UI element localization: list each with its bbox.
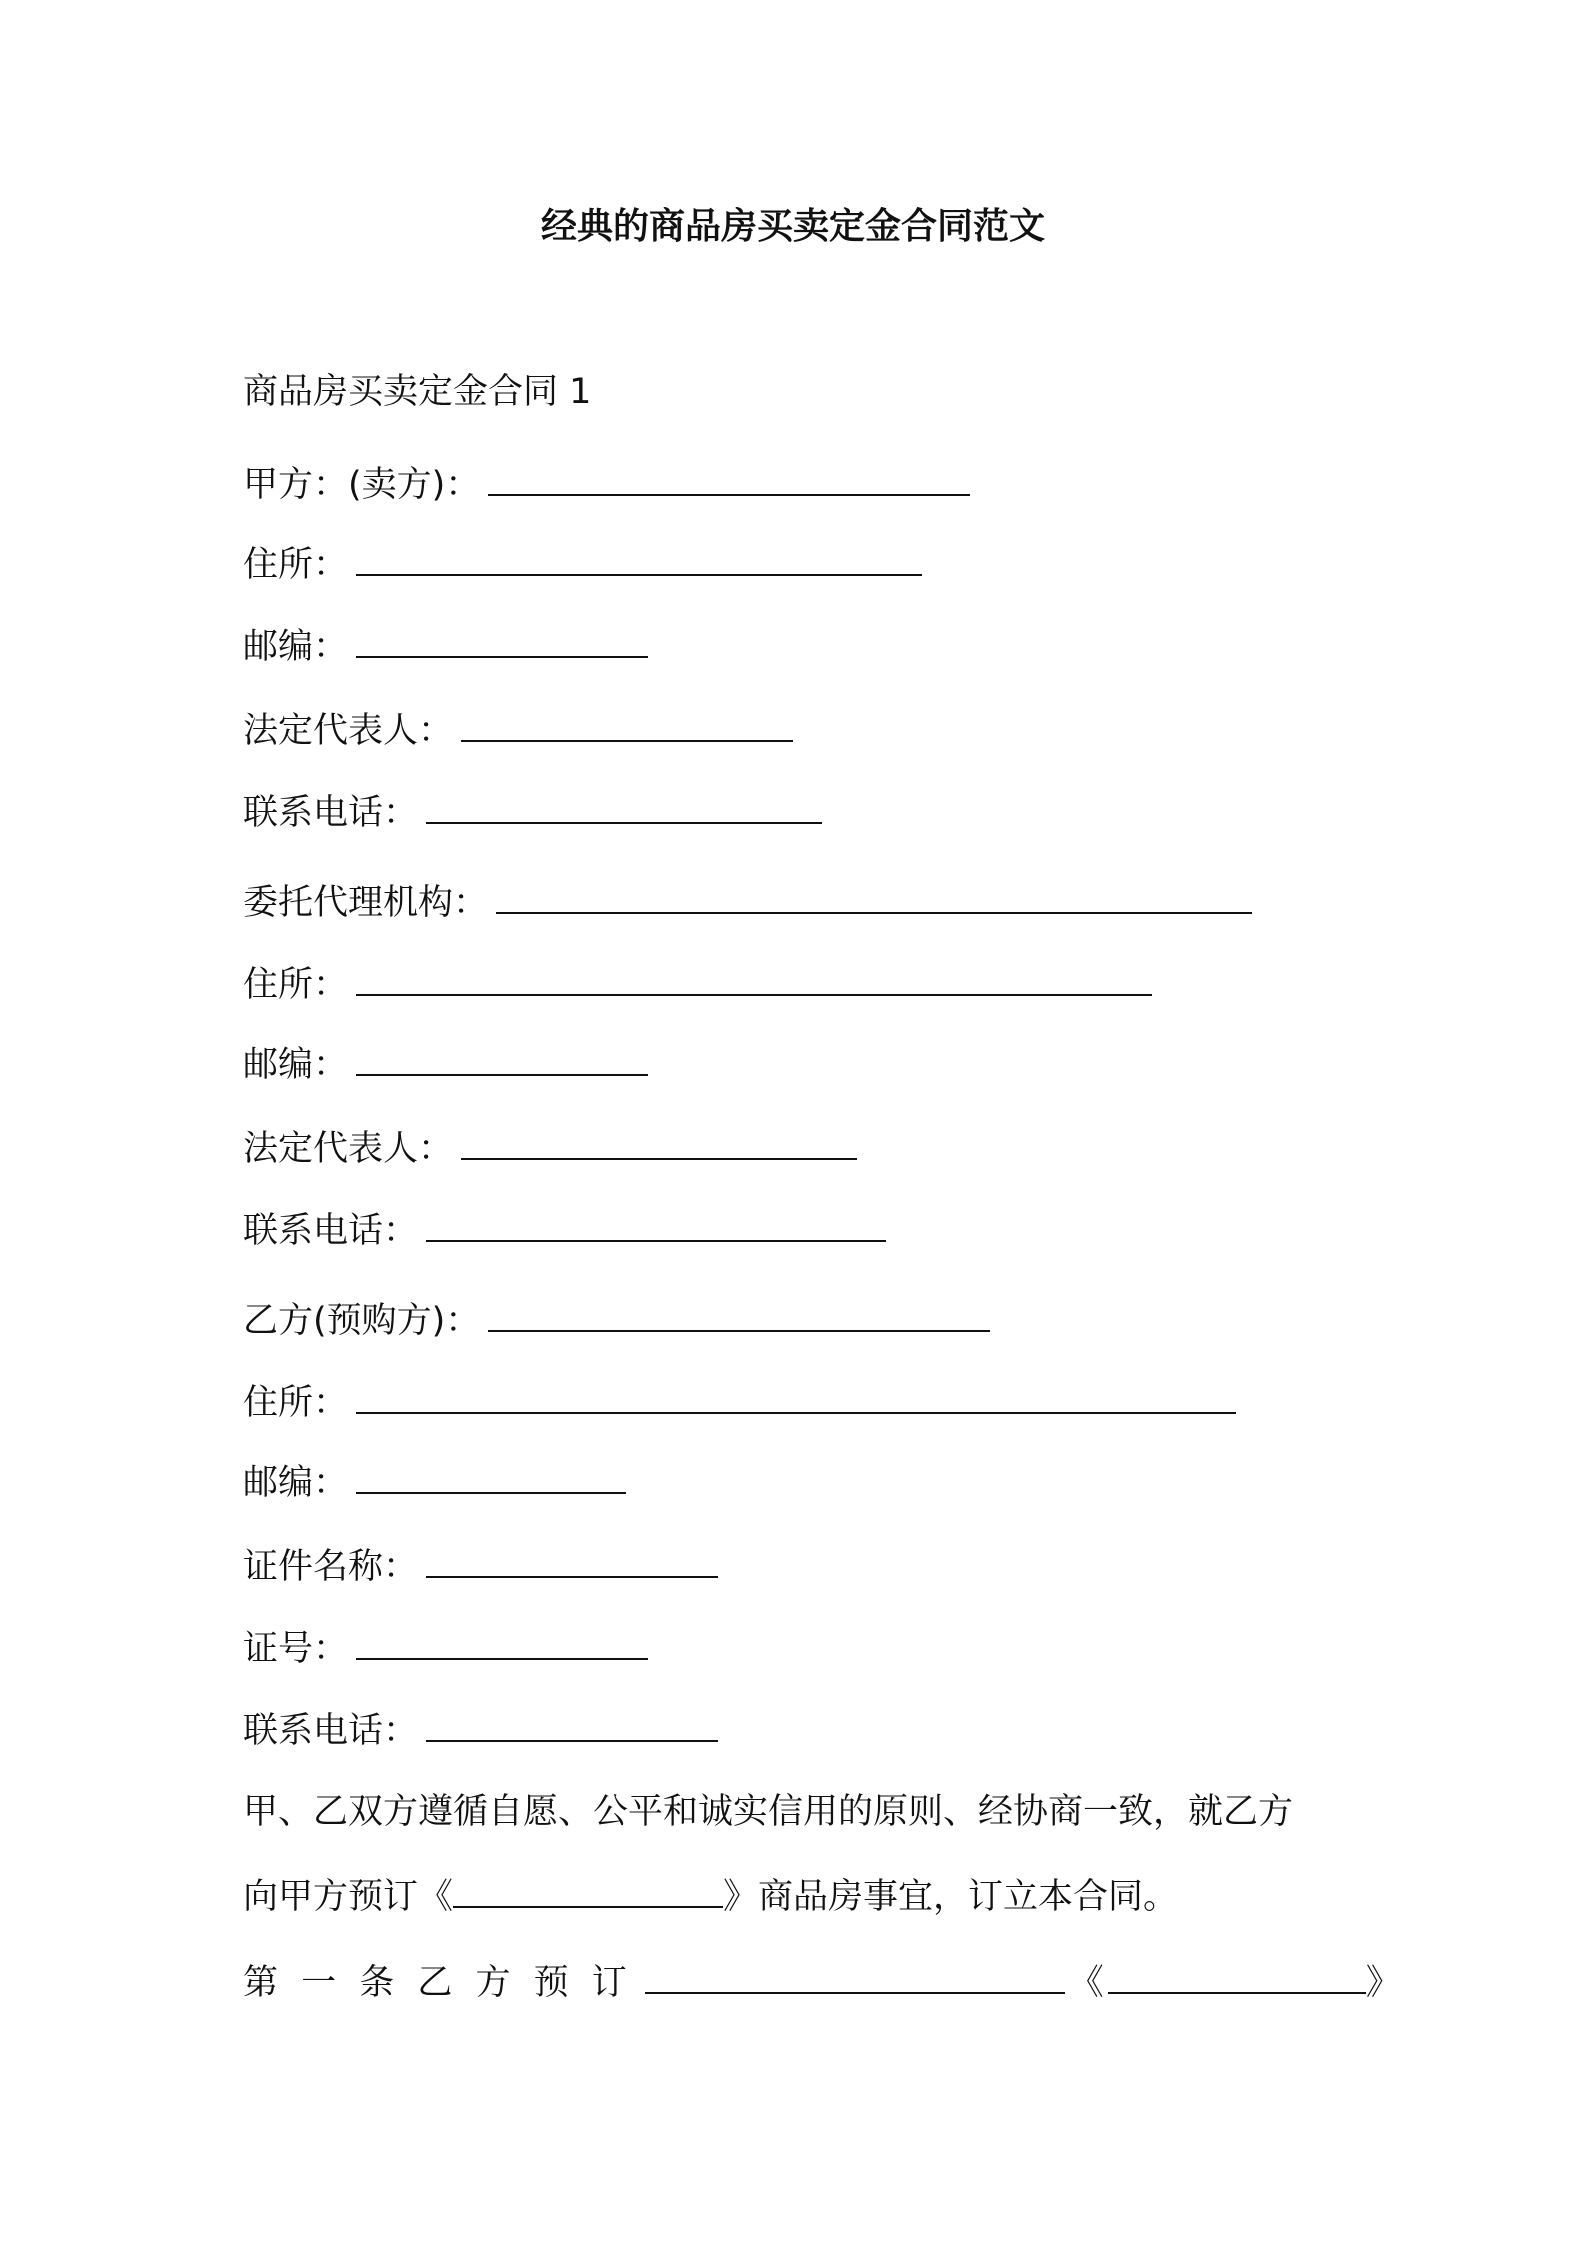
party-a-postcode-label: 邮编： [243, 627, 349, 667]
party-b-address-row [243, 1378, 1236, 1427]
party-b-phone-field[interactable] [426, 1706, 718, 1742]
party-b-postcode-label: 邮编： [243, 1463, 349, 1503]
party-a-postcode-field[interactable] [356, 622, 648, 658]
agent-phone-field[interactable] [426, 1206, 886, 1242]
party-a-name-field[interactable] [488, 460, 970, 496]
party-b-address-label: 住所： [243, 1383, 349, 1423]
property-name-field[interactable] [453, 1872, 723, 1908]
agent-phone-label: 联系电话： [243, 1211, 419, 1251]
agent-legal-rep-label: 法定代表人： [243, 1129, 454, 1169]
party-a-row [243, 460, 970, 509]
party-b-id-name-field[interactable] [426, 1542, 718, 1578]
party-a-postcode-row [243, 622, 648, 671]
party-b-id-name-label: 证件名称： [243, 1547, 419, 1587]
party-a-legal-rep-label: 法定代表人： [243, 711, 454, 751]
party-b-row [243, 1296, 990, 1345]
preamble-prefix: 向甲方预订《 [243, 1877, 454, 1917]
party-a-legal-rep-row [243, 706, 793, 755]
preamble-line-1: 甲、乙双方遵循自愿、公平和诚实信用的原则、经协商一致，就乙方 [243, 1792, 1294, 1832]
party-a-address-row [243, 540, 922, 589]
party-a-legal-rep-field[interactable] [461, 706, 793, 742]
article-1-prefix: 第 一 条 乙 方 预 订 [243, 1963, 633, 2003]
agent-row [243, 878, 1252, 927]
preamble-line-2 [243, 1872, 1178, 1921]
party-b-postcode-field[interactable] [356, 1458, 626, 1494]
party-b-address-field[interactable] [356, 1378, 1236, 1414]
party-a-phone-label: 联系电话： [243, 793, 419, 833]
document-title: 经典的商品房买卖定金合同范文 [540, 206, 1045, 247]
contract-heading: 商品房买卖定金合同 1 [243, 372, 592, 412]
party-b-phone-row [243, 1706, 718, 1755]
agent-phone-row [243, 1206, 886, 1255]
agent-address-row [243, 960, 1152, 1009]
party-a-phone-row [243, 788, 822, 837]
party-b-phone-label: 联系电话： [243, 1711, 419, 1751]
article-1-open-bracket: 《 [1068, 1963, 1104, 2003]
article-1-field-b[interactable] [1108, 1958, 1366, 1994]
agent-address-field[interactable] [356, 960, 1152, 996]
party-b-postcode-row [243, 1458, 626, 1507]
party-b-name-field[interactable] [488, 1296, 990, 1332]
agent-postcode-label: 邮编： [243, 1045, 349, 1085]
party-b-label: 乙方(预购方)： [243, 1301, 481, 1341]
agent-legal-rep-row [243, 1124, 857, 1173]
party-a-address-label: 住所： [243, 545, 349, 585]
article-1-close-bracket: 》 [1365, 1963, 1401, 2003]
agent-postcode-row [243, 1040, 648, 1089]
agent-legal-rep-field[interactable] [461, 1124, 857, 1160]
party-a-phone-field[interactable] [426, 788, 822, 824]
article-1-field-a[interactable] [645, 1958, 1065, 1994]
party-b-id-number-row [243, 1624, 648, 1673]
preamble-suffix: 》商品房事宜，订立本合同。 [723, 1877, 1179, 1917]
party-a-address-field[interactable] [356, 540, 922, 576]
article-1-row [243, 1958, 1401, 2007]
party-b-id-number-label: 证号： [243, 1629, 349, 1669]
party-b-id-number-field[interactable] [356, 1624, 648, 1660]
party-a-label: 甲方：(卖方)： [243, 465, 481, 505]
agent-address-label: 住所： [243, 965, 349, 1005]
agent-label: 委托代理机构： [243, 883, 489, 923]
agent-postcode-field[interactable] [356, 1040, 648, 1076]
agent-name-field[interactable] [496, 878, 1252, 914]
party-b-id-name-row [243, 1542, 718, 1591]
